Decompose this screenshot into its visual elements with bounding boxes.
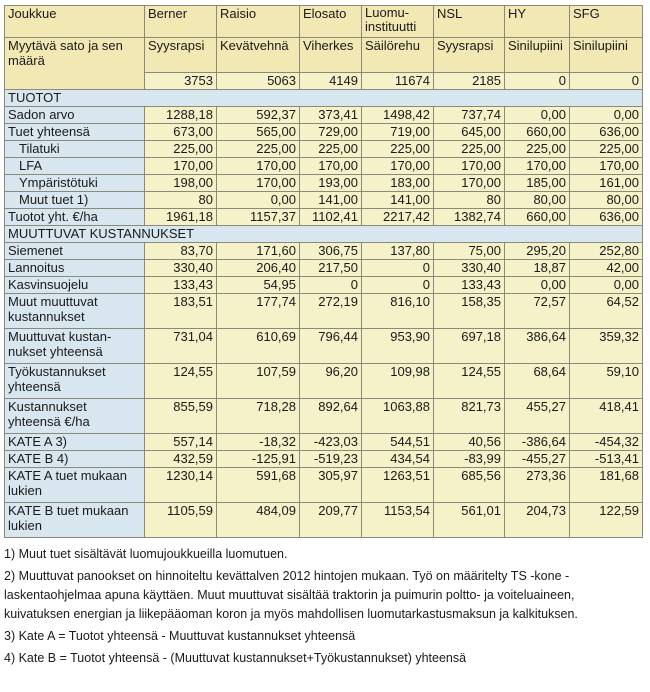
table-row [5,192,643,209]
table-row [5,158,643,175]
value-cell: 80,00 [505,192,570,209]
value-cell: 432,59 [145,451,217,468]
table-row [5,209,643,226]
crop-amount: 3753 [145,73,217,90]
row-label: KATE A tuet mukaan lukien [5,468,145,503]
value-cell: 198,00 [145,175,217,192]
value-cell: 386,64 [505,329,570,364]
row-label: LFA [5,158,145,175]
crop-amount: 2185 [434,73,505,90]
value-cell: 729,00 [300,124,362,141]
team-name: Elosato [300,6,362,38]
row-label: Tilatuki [5,141,145,158]
value-cell: 137,80 [362,243,434,260]
value-cell: 133,43 [434,277,505,294]
crop-amount: 0 [570,73,643,90]
table-row [5,468,643,503]
value-cell: 170,00 [300,158,362,175]
value-cell: 455,27 [505,399,570,434]
value-cell: -83,99 [434,451,505,468]
value-cell: 161,00 [570,175,643,192]
value-cell: 209,77 [300,503,362,538]
table-row [5,277,643,294]
value-cell: 96,20 [300,364,362,399]
value-cell: 645,00 [434,124,505,141]
value-cell: 1230,14 [145,468,217,503]
value-cell: 170,00 [217,175,300,192]
value-cell: 636,00 [570,209,643,226]
value-cell: 204,73 [505,503,570,538]
value-cell: 2217,42 [362,209,434,226]
row-label: Tuet yhteensä [5,124,145,141]
crop-amount: 5063 [217,73,300,90]
row-label: Lannoitus [5,260,145,277]
crop-amount: 0 [505,73,570,90]
crop-row [5,38,643,73]
row-label: Muut tuet 1) [5,192,145,209]
value-cell: 225,00 [434,141,505,158]
section-header-row [5,90,643,107]
row-label: Kasvinsuojelu [5,277,145,294]
value-cell: 42,00 [570,260,643,277]
value-cell: 171,60 [217,243,300,260]
value-cell: 1382,74 [434,209,505,226]
team-name: NSL [434,6,505,38]
crop-amount: 11674 [362,73,434,90]
value-cell: 252,80 [570,243,643,260]
footnote: 1) Muut tuet sisältävät luomujoukkueilla luomutuen. [4,547,288,561]
value-cell: 158,35 [434,294,505,329]
value-cell: 59,10 [570,364,643,399]
row-label: Kustannukset yhteensä €/ha [5,399,145,434]
crop-name: Syysrapsi [434,38,505,73]
row-label: Työkustannukset yhteensä [5,364,145,399]
section-title: MUUTTUVAT KUSTANNUKSET [5,226,643,243]
row-label: Muut muuttuvat kustannukset [5,294,145,329]
value-cell: 206,40 [217,260,300,277]
team-name: Berner [145,6,217,38]
value-cell: 170,00 [362,158,434,175]
value-cell: -455,27 [505,451,570,468]
value-cell: 177,74 [217,294,300,329]
value-cell: 330,40 [145,260,217,277]
value-cell: 170,00 [145,158,217,175]
table-row [5,364,643,399]
value-cell: 544,51 [362,434,434,451]
table-row [5,294,643,329]
footnote: 4) Kate B = Tuotot yhteensä - (Muuttuvat kustannukset+Työkustannukset) yhteensä [4,651,467,665]
value-cell: -125,91 [217,451,300,468]
value-cell: 170,00 [434,158,505,175]
value-cell: 484,09 [217,503,300,538]
value-cell: 359,32 [570,329,643,364]
value-cell: 141,00 [300,192,362,209]
value-cell: 68,64 [505,364,570,399]
value-cell: 225,00 [505,141,570,158]
value-cell: 673,00 [145,124,217,141]
table-row [5,141,643,158]
value-cell: 183,51 [145,294,217,329]
crop-name: Viherkes [300,38,362,73]
value-cell: 225,00 [217,141,300,158]
value-cell: 330,40 [434,260,505,277]
table-row [5,124,643,141]
table-row [5,175,643,192]
crop-name: Sinilupiini [570,38,643,73]
value-cell: 64,52 [570,294,643,329]
footnotes [4,545,642,668]
value-cell: 731,04 [145,329,217,364]
value-cell: 892,64 [300,399,362,434]
value-cell: 18,87 [505,260,570,277]
value-cell: 561,01 [434,503,505,538]
value-cell: 1063,88 [362,399,434,434]
value-cell: 225,00 [570,141,643,158]
header-label: Joukkue [5,6,145,38]
team-name: HY [505,6,570,38]
table-row [5,503,643,538]
value-cell: 295,20 [505,243,570,260]
row-label: KATE B 4) [5,451,145,468]
value-cell: 591,68 [217,468,300,503]
value-cell: 1105,59 [145,503,217,538]
value-cell: 737,74 [434,107,505,124]
value-cell: -454,32 [570,434,643,451]
value-cell: 0,00 [570,277,643,294]
value-cell: 185,00 [505,175,570,192]
value-cell: 170,00 [434,175,505,192]
footnote: 3) Kate A = Tuotot yhteensä - Muuttuvat kustannukset yhteensä [4,629,356,643]
crop-name: Syysrapsi [145,38,217,73]
value-cell: 1153,54 [362,503,434,538]
row-label: Siemenet [5,243,145,260]
table-row [5,243,643,260]
value-cell: 1288,18 [145,107,217,124]
value-cell: 133,43 [145,277,217,294]
value-cell: 183,00 [362,175,434,192]
footnote: 2) Muuttuvat panookset on hinnoiteltu kevättalven 2012 hintojen mukaan. Työ on määritelty TS -kone -laskentaohjelmaa apuna käyttäen. Muut muuttuvat sisältää traktorin ja puimurin poltto- ja voiteluaineen, kuivatuksen energian ja liikepääoman koron ja myös mahdollisen luomutarkastusmaksun ja kalkituksen. [4,569,578,621]
value-cell: 557,14 [145,434,217,451]
value-cell: 1498,42 [362,107,434,124]
value-cell: 170,00 [217,158,300,175]
value-cell: 273,36 [505,468,570,503]
value-cell: 0 [362,260,434,277]
table-row [5,399,643,434]
value-cell: 170,00 [505,158,570,175]
section-header-row [5,226,643,243]
value-cell: 685,56 [434,468,505,503]
value-cell: 1102,41 [300,209,362,226]
value-cell: 80,00 [570,192,643,209]
team-name: Luomu-instituutti [362,6,434,38]
value-cell: 0,00 [505,277,570,294]
value-cell: 80 [145,192,217,209]
value-cell: 124,55 [145,364,217,399]
value-cell: 181,68 [570,468,643,503]
value-cell: 0 [362,277,434,294]
table-row [5,329,643,364]
value-cell: 660,00 [505,209,570,226]
crop-row-label: Myytävä sato ja sen määrä [5,38,145,90]
value-cell: -18,32 [217,434,300,451]
value-cell: 72,57 [505,294,570,329]
value-cell: 40,56 [434,434,505,451]
value-cell: 796,44 [300,329,362,364]
value-cell: -386,64 [505,434,570,451]
value-cell: 0 [300,277,362,294]
row-label: Ympäristötuki [5,175,145,192]
value-cell: -513,41 [570,451,643,468]
row-label: KATE A 3) [5,434,145,451]
row-label: Sadon arvo [5,107,145,124]
value-cell: 660,00 [505,124,570,141]
value-cell: 0,00 [505,107,570,124]
value-cell: 225,00 [300,141,362,158]
value-cell: -519,23 [300,451,362,468]
cost-comparison-table [4,5,643,538]
document-body [4,5,642,671]
row-label: Tuotot yht. €/ha [5,209,145,226]
header-row [5,6,643,38]
value-cell: -423,03 [300,434,362,451]
value-cell: 272,19 [300,294,362,329]
row-label: Muuttuvat kustan-nukset yhteensä [5,329,145,364]
value-cell: 107,59 [217,364,300,399]
table-row [5,107,643,124]
crop-amount: 4149 [300,73,362,90]
value-cell: 193,00 [300,175,362,192]
value-cell: 141,00 [362,192,434,209]
value-cell: 170,00 [570,158,643,175]
value-cell: 373,41 [300,107,362,124]
value-cell: 434,54 [362,451,434,468]
table-row [5,434,643,451]
crop-name: Kevätvehnä [217,38,300,73]
value-cell: 75,00 [434,243,505,260]
value-cell: 610,69 [217,329,300,364]
value-cell: 1263,51 [362,468,434,503]
value-cell: 217,50 [300,260,362,277]
value-cell: 816,10 [362,294,434,329]
value-cell: 124,55 [434,364,505,399]
table-row [5,451,643,468]
crop-name: Sinilupiini [505,38,570,73]
value-cell: 225,00 [362,141,434,158]
value-cell: 418,41 [570,399,643,434]
value-cell: 80 [434,192,505,209]
row-label: KATE B tuet mukaan lukien [5,503,145,538]
value-cell: 0,00 [217,192,300,209]
value-cell: 636,00 [570,124,643,141]
value-cell: 54,95 [217,277,300,294]
value-cell: 1961,18 [145,209,217,226]
value-cell: 122,59 [570,503,643,538]
value-cell: 821,73 [434,399,505,434]
value-cell: 592,37 [217,107,300,124]
team-name: SFG [570,6,643,38]
value-cell: 565,00 [217,124,300,141]
value-cell: 225,00 [145,141,217,158]
team-name: Raisio [217,6,300,38]
value-cell: 953,90 [362,329,434,364]
value-cell: 83,70 [145,243,217,260]
table-row [5,260,643,277]
value-cell: 855,59 [145,399,217,434]
value-cell: 1157,37 [217,209,300,226]
value-cell: 0,00 [570,107,643,124]
value-cell: 718,28 [217,399,300,434]
value-cell: 697,18 [434,329,505,364]
section-title: TUOTOT [5,90,643,107]
value-cell: 306,75 [300,243,362,260]
crop-name: Säilörehu [362,38,434,73]
value-cell: 719,00 [362,124,434,141]
value-cell: 305,97 [300,468,362,503]
value-cell: 109,98 [362,364,434,399]
